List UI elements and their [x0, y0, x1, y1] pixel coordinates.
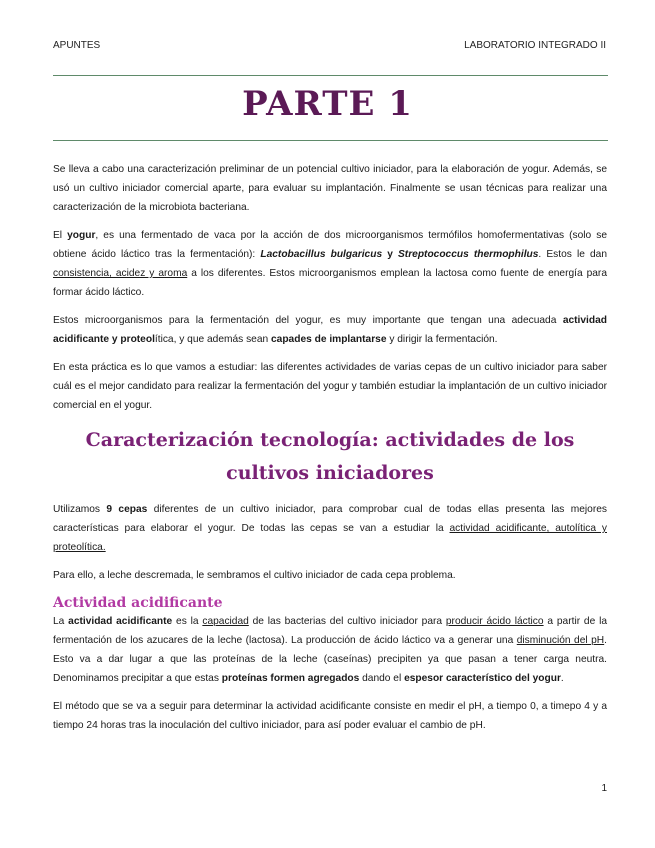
text-run: a los diferentes. Estos microorganismos emplean la lactosa como fuente de energía para formar ácido láctico.	[53, 268, 607, 298]
subsection-heading: Actividad acidificante	[53, 595, 223, 611]
species-name: Lactobacillus bulgaricus	[260, 249, 383, 260]
text-run: .	[560, 673, 564, 684]
text-run: diferentes de un cultivo iniciador, para comprobar cual de todas ellas presenta las mejores características para elaborar el yogur. De todas las cepas se van a estudiar la	[53, 504, 607, 534]
text-run: y dirigir la fermentación.	[386, 334, 498, 345]
intro-paragraph: Se lleva a cabo una caracterización preliminar de un potencial cultivo iniciador, para la elaboración de yogur. Además, se usó un cultivo iniciador comercial aparte, para evaluar su implantación. Finalmente se usan técnicas para realizar una caracterización de la microbiota bacteriana.	[53, 164, 607, 213]
practice-paragraph: En esta práctica es lo que vamos a estudiar: las diferentes actividades de varias cepas de un cultivo iniciador para saber cuál es el mejor candidato para realizar la fermentación del yogur y también estudiar la implantación de un cultivo iniciador comercial en el yogur.	[53, 362, 607, 411]
text-run-underline: consistencia, acidez y aroma	[53, 268, 188, 279]
text-run-underline: actividad acidificante, autolítica y proteolítica.	[53, 523, 607, 553]
acidifying-paragraph	[53, 612, 607, 688]
text-run-bold: yogur	[67, 230, 96, 241]
text-run: dando el	[359, 673, 405, 684]
species-name: Streptococcus thermophilus	[398, 249, 539, 260]
header-right: LABORATORIO INTEGRADO II	[464, 40, 606, 51]
text-run: ítica, y que además sean	[154, 334, 271, 345]
document-body	[53, 160, 607, 744]
page-header	[53, 40, 606, 54]
text-run: . Esto va a dar lugar a que las proteínas de la leche (caseínas) precipiten ya que pasan a tener carga neutra. Denominamos precipitar a que estas	[53, 635, 607, 684]
text-run-underline: capacidad	[202, 616, 249, 627]
text-run: Utilizamos	[53, 504, 107, 515]
section-heading-line: cultivos iniciadores	[226, 462, 434, 484]
text-run: La	[53, 616, 69, 627]
ph-method-paragraph: El método que se va a seguir para determinar la actividad acidificante consiste en medir el pH, a tiempo 0, a timepo 4 y a tiempo 24 horas tras la inoculación del cultivo iniciador, para así poder evaluar el cambio de pH.	[53, 701, 607, 731]
text-run-bold: y	[382, 249, 399, 260]
yogur-paragraph	[53, 226, 607, 302]
header-left: APUNTES	[53, 40, 101, 51]
text-run-underline: producir ácido láctico	[445, 616, 544, 627]
text-run: , es una fermentado de vaca por la acción de dos microorganismos termófilos homofermentativas (solo se obtiene ácido láctico tras la fermentación):	[53, 230, 608, 260]
text-run-bold: actividad acidificante y proteol	[53, 315, 607, 345]
text-run: a partir de la fermentación de los azucares de la leche (lactosa). La producción de ácido láctico va a generar una	[53, 616, 608, 646]
page-title: PARTE 1	[242, 84, 413, 124]
text-run: es la	[172, 616, 203, 627]
text-run-bold: capades de implantarse	[271, 334, 387, 345]
text-run: de las bacterias del cultivo iniciador para	[248, 616, 446, 627]
text-run-bold: proteínas formen agregados	[221, 673, 360, 684]
section-heading-line: Caracterización tecnología: actividades de los	[85, 429, 575, 451]
title-rule-top	[53, 75, 608, 76]
microorganisms-paragraph	[53, 311, 607, 349]
text-run-underline: disminución del pH	[516, 635, 605, 646]
text-run-bold: 9 cepas	[106, 504, 148, 515]
text-run-bold: actividad acidificante	[68, 616, 173, 627]
text-run: Estos microorganismos para la fermentación del yogur, es muy importante que tengan una adecuada	[53, 315, 563, 326]
page-number: 1	[601, 783, 607, 794]
strains-paragraph	[53, 500, 607, 557]
text-run-bold: espesor característico del yogur	[404, 673, 561, 684]
text-run: El	[53, 230, 68, 241]
title-rule-bottom	[53, 140, 608, 141]
section-heading	[53, 424, 607, 490]
text-run: . Estos le dan	[538, 249, 607, 260]
method-intro-paragraph: Para ello, a leche descremada, le sembramos el cultivo iniciador de cada cepa problema.	[53, 570, 456, 581]
